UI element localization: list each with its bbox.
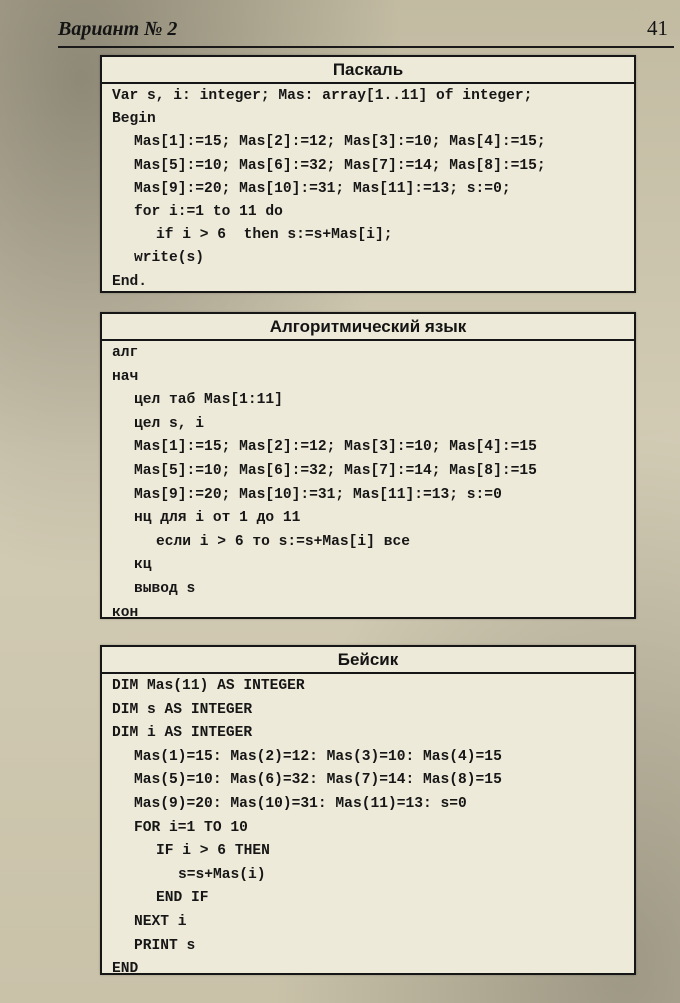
code-line: IF i > 6 THEN: [156, 843, 270, 860]
basic-title: Бейсик: [102, 647, 634, 674]
code-line: кц: [134, 557, 152, 574]
code-line: write(s): [134, 250, 205, 267]
pascal-code-box: [100, 55, 636, 293]
basic-code-box: [100, 645, 636, 978]
algorithmic-code: [102, 341, 634, 625]
code-line: Begin: [112, 111, 156, 128]
code-line: Mas[1]:=15; Mas[2]:=12; Mas[3]:=10; Mas[4]:=15;: [134, 134, 546, 151]
algorithmic-title: Алгоритмический язык: [102, 314, 634, 341]
code-line: DIM s AS INTEGER: [112, 701, 253, 718]
page-number: 41: [647, 16, 668, 40]
code-line: for i:=1 to 11 do: [134, 203, 283, 220]
pascal-code: [102, 84, 634, 294]
code-line: s=s+Mas(i): [178, 866, 266, 883]
code-line: DIM Mas(11) AS INTEGER: [112, 678, 305, 694]
code-line: if i > 6 then s:=s+Mas[i];: [156, 227, 393, 244]
variant-title: Вариант № 2: [58, 18, 178, 40]
algorithmic-code-box: [100, 312, 636, 619]
code-line: Mas[5]:=10; Mas[6]:=32; Mas[7]:=14; Mas[8]:=15: [134, 462, 537, 479]
code-line: цел таб Mas[1:11]: [134, 392, 283, 409]
code-line: Mas[9]:=20; Mas[10]:=31; Mas[11]:=13; s:=0;: [134, 180, 511, 197]
code-line: End.: [112, 273, 148, 290]
code-line: цел s, i: [134, 415, 205, 432]
pascal-title: Паскаль: [102, 57, 634, 84]
page-header: [58, 14, 674, 48]
code-line: Var s, i: integer; Mas: array[1..11] of integer;: [112, 88, 533, 104]
code-line: нц для i от 1 до 11: [134, 510, 301, 527]
code-line: если i > 6 то s:=s+Mas[i] все: [156, 533, 410, 550]
code-line: алг: [112, 345, 139, 361]
code-line: DIM i AS INTEGER: [112, 725, 253, 742]
code-line: Mas[9]:=20; Mas[10]:=31; Mas[11]:=13; s:=0: [134, 486, 502, 503]
code-line: NEXT i: [134, 913, 187, 930]
code-line: Mas(5)=10: Mas(6)=32: Mas(7)=14: Mas(8)=15: [134, 772, 502, 789]
code-line: Mas(9)=20: Mas(10)=31: Mas(11)=13: s=0: [134, 795, 467, 812]
code-line: нач: [112, 368, 139, 385]
code-line: END: [112, 961, 139, 978]
code-line: Mas[5]:=10; Mas[6]:=32; Mas[7]:=14; Mas[8]:=15;: [134, 157, 546, 174]
code-line: кон: [112, 604, 139, 621]
basic-code: [102, 674, 634, 982]
code-line: END IF: [156, 890, 209, 907]
code-line: PRINT s: [134, 937, 196, 954]
code-line: FOR i=1 TO 10: [134, 819, 248, 836]
code-line: вывод s: [134, 580, 196, 597]
code-line: Mas(1)=15: Mas(2)=12: Mas(3)=10: Mas(4)=15: [134, 748, 502, 765]
code-line: Mas[1]:=15; Mas[2]:=12; Mas[3]:=10; Mas[4]:=15: [134, 439, 537, 456]
